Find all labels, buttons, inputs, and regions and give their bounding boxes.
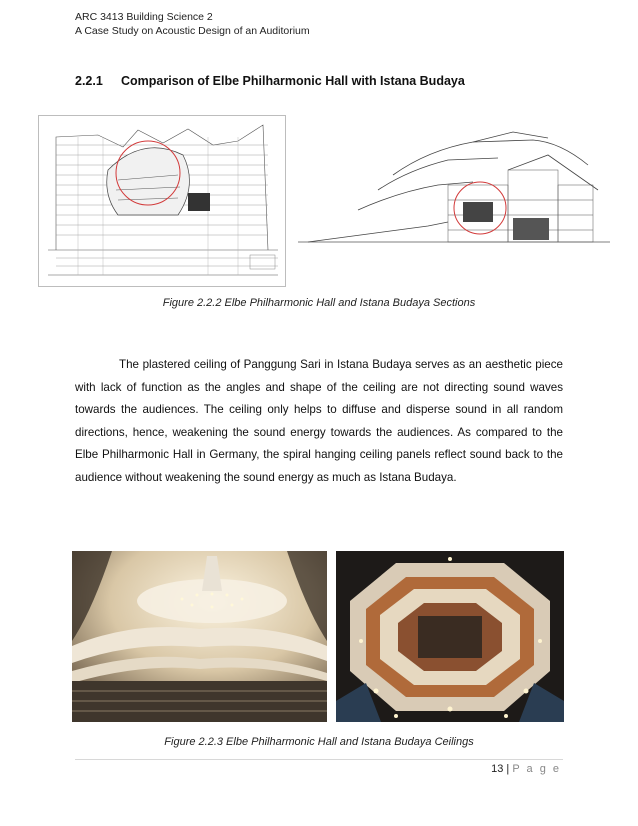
header-subtitle: A Case Study on Acoustic Design of an Auditorium [75,25,310,37]
figure-caption-ceilings: Figure 2.2.3 Elbe Philharmonic Hall and Istana Budaya Ceilings [164,736,474,748]
istana-budaya-section-drawing [298,130,610,260]
elbe-section-drawing [38,115,286,287]
body-paragraph [75,354,563,490]
istana-budaya-ceiling-photo [336,551,564,722]
page-footer [491,763,561,775]
page-number: 13 [491,763,504,775]
running-header [75,10,310,38]
footer-separator: | [506,763,510,775]
section-number: 2.2.1 [75,74,103,88]
footer-divider [75,759,563,760]
figure-caption-sections: Figure 2.2.2 Elbe Philharmonic Hall and Istana Budaya Sections [162,297,476,309]
istana-ceiling-svg [336,551,564,722]
section-title: Comparison of Elbe Philharmonic Hall with Istana Budaya [121,74,465,88]
elbe-ceiling-photo [72,551,327,722]
elbe-ceiling-svg [72,551,327,722]
elbe-section-svg [38,115,286,287]
page-label: P a g e [512,763,561,775]
paragraph-text: The plastered ceiling of Panggung Sari in Istana Budaya serves as an aesthetic piece with lack of function as the angles and shape of the ceiling are not directing sound waves towards the audiences. The ceiling only helps to diffuse and disperse sound in all random directions, hence, weakening the sound energy towards the audiences. As compared to the Elbe Philharmonic Hall in Germany, the spiral hanging ceiling panels reflect sound back to the audience without weakening the sound energy as much as Istana Budaya. [75,358,563,484]
header-course: ARC 3413 Building Science 2 [75,11,213,23]
istana-section-svg [298,130,610,260]
section-heading [75,74,465,88]
